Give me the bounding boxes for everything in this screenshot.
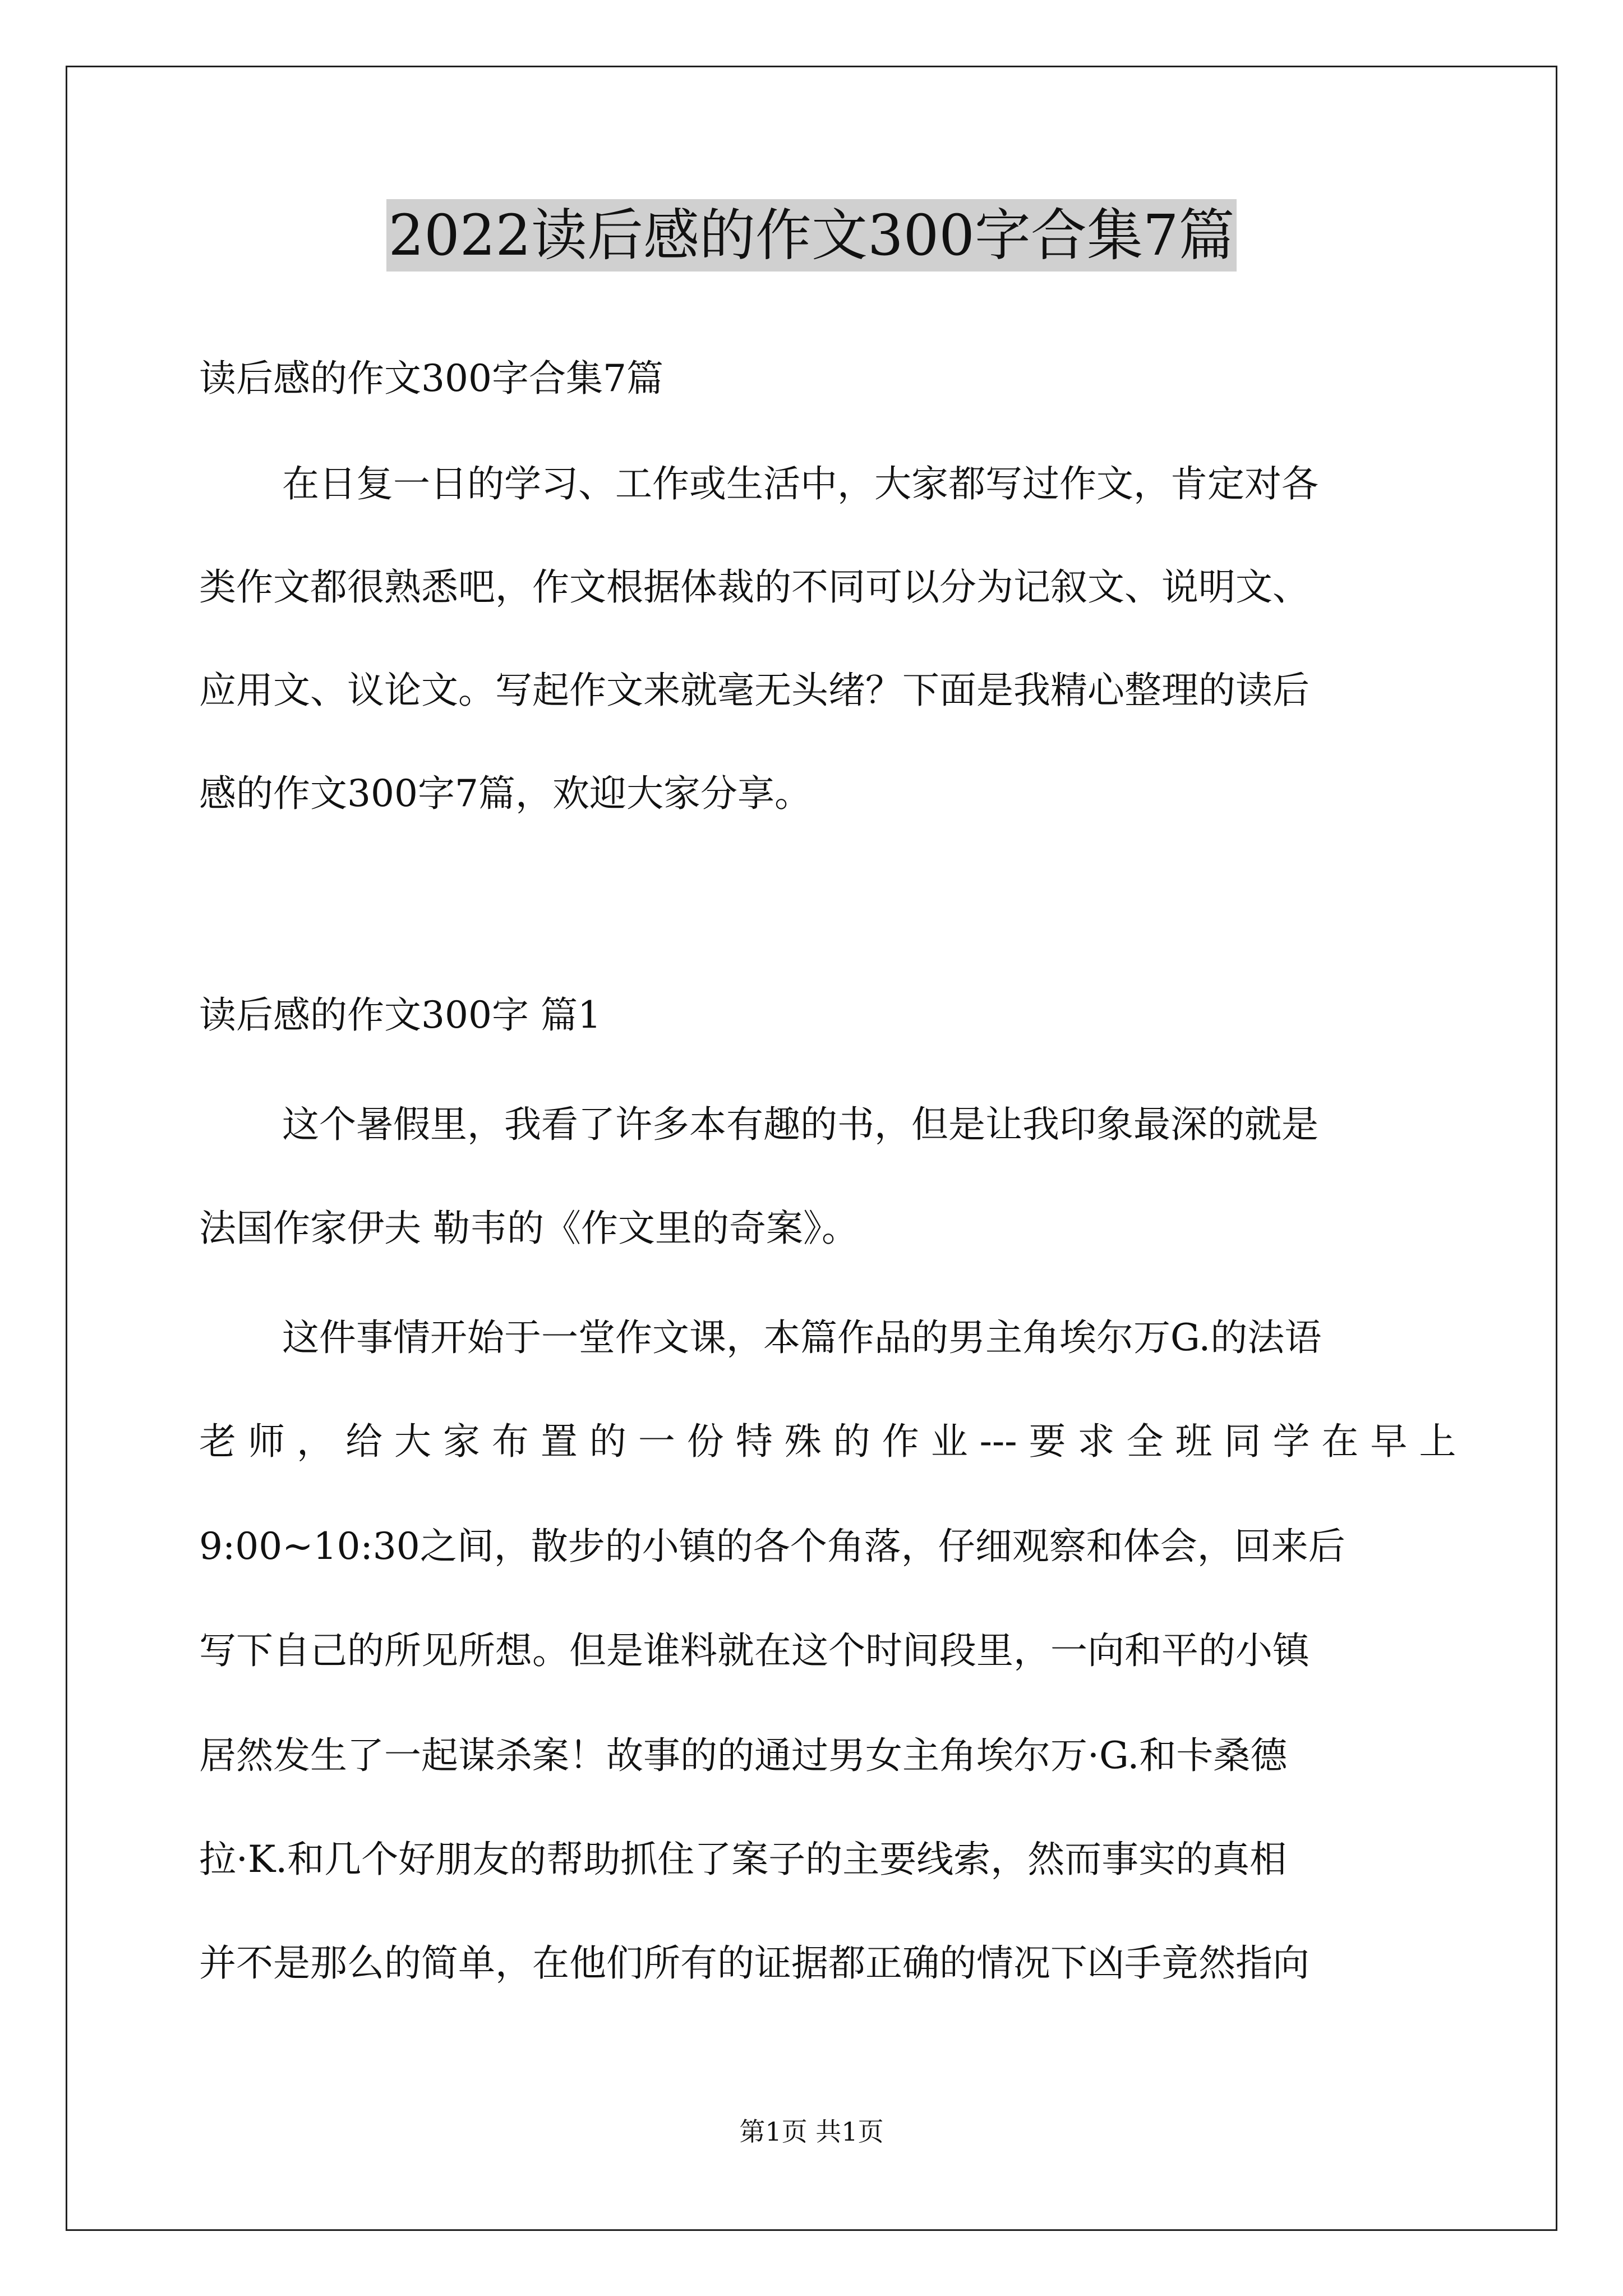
para2-line-5: 居然发生了一起谋杀案！故事的的通过男女主角埃尔万·G.和卡桑德 <box>199 1734 1288 1777</box>
document-subtitle: 读后感的作文300字合集7篇 <box>199 357 663 400</box>
intro-line-2: 类作文都很熟悉吧，作文根据体裁的不同可以分为记叙文、说明文、 <box>199 565 1310 609</box>
para2-line-2: 老 师 ， 给 大 家 布 置 的 一 份 特 殊 的 作 业 --- 要 求 全 班 同 学 在 早 上 <box>199 1420 1456 1463</box>
intro-line-3: 应用文、议论文。写起作文来就毫无头绪？下面是我精心整理的读后 <box>199 669 1310 712</box>
para2-line-7: 并不是那么的简单，在他们所有的证据都正确的情况下凶手竟然指向 <box>199 1941 1310 1985</box>
page-number: 第1页 共1页 <box>739 2116 884 2147</box>
intro-line-4: 感的作文300字7篇，欢迎大家分享。 <box>199 772 811 815</box>
section-heading: 读后感的作文300字 篇1 <box>199 993 601 1037</box>
para2-line-3: 9:00~10:30之间，散步的小镇的各个角落，仔细观察和体会，回来后 <box>199 1525 1345 1568</box>
para1-line-2: 法国作家伊夫 勒韦的《作文里的奇案》。 <box>199 1207 859 1250</box>
document-title <box>0 196 1623 275</box>
para2-line-4: 写下自己的所见所想。但是谁料就在这个时间段里，一向和平的小镇 <box>199 1629 1310 1672</box>
para2-line-6: 拉·K.和几个好朋友的帮助抓住了案子的主要线索，然而事实的真相 <box>199 1838 1287 1881</box>
para2-line-1: 这件事情开始于一堂作文课，本篇作品的男主角埃尔万G.的法语 <box>282 1316 1322 1359</box>
para1-line-1: 这个暑假里，我看了许多本有趣的书，但是让我印象最深的就是 <box>282 1103 1318 1146</box>
intro-line-1: 在日复一日的学习、工作或生活中，大家都写过作文，肯定对各 <box>282 462 1318 505</box>
document-title-text: 2022读后感的作文300字合集7篇 <box>386 199 1237 272</box>
